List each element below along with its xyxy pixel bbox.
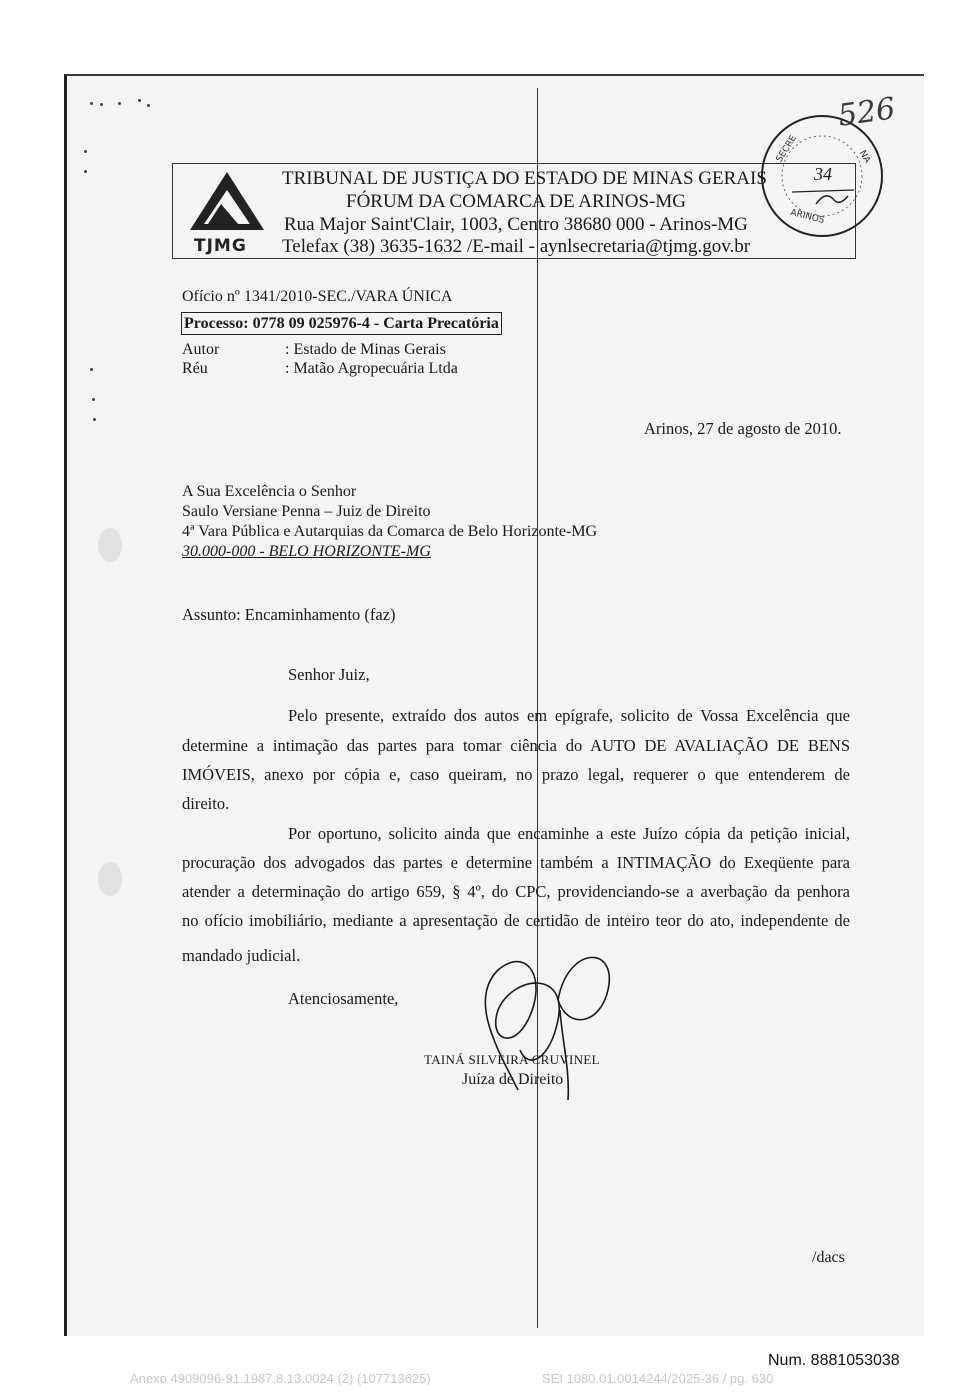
speck xyxy=(92,398,95,401)
paragraph-1-line-4: direito. xyxy=(182,794,230,813)
oficio-number: Ofício nº 1341/2010-SEC./VARA ÚNICA xyxy=(182,288,453,305)
processo-number: Processo: 0778 09 025976-4 - Carta Precatória xyxy=(181,312,502,335)
footer-sei-reference: SEI 1080.01.0014244/2025-36 / pg. 630 xyxy=(542,1371,774,1386)
speck xyxy=(138,99,141,102)
logo-text: TJMG xyxy=(194,236,247,256)
triangle-logo-icon xyxy=(188,170,266,232)
scanned-page xyxy=(64,74,924,1336)
signer-name: TAINÁ SILVEIRA CRUVINEL xyxy=(424,1052,600,1067)
recipient-line-1: A Sua Excelência o Senhor xyxy=(182,483,357,500)
stamp-text-right: NA xyxy=(856,148,872,166)
speck xyxy=(100,103,103,106)
party-defendant-value: : Matão Agropecuária Ltda xyxy=(285,360,458,377)
letterhead-line-4: Telefax (38) 3635-1632 /E-mail - aynlsecretaria@tjmg.gov.br xyxy=(282,236,751,257)
speck xyxy=(84,150,87,153)
subject-line: Assunto: Encaminhamento (faz) xyxy=(182,605,396,624)
punch-hole xyxy=(98,862,122,896)
footer-annex-reference: Anexo 4909096-91.1987.8.13.0024 (2) (107713625) xyxy=(130,1371,431,1386)
paragraph-2-line-3: atender a determinação do artigo 659, § 4º, do CPC, providenciando-se a averbação da penhora xyxy=(182,882,850,901)
paragraph-2-line-2: procuração dos advogados das partes e determine também a INTIMAÇÃO do Exeqüente para xyxy=(182,853,850,872)
speck xyxy=(84,170,87,173)
letterhead-line-1: TRIBUNAL DE JUSTIÇA DO ESTADO DE MINAS GERAIS xyxy=(282,168,767,189)
recipient-line-2: Saulo Versiane Penna – Juiz de Direito xyxy=(182,503,431,520)
page-number-handwritten: 526 xyxy=(835,91,898,134)
paragraph-2-line-5: mandado judicial. xyxy=(182,946,301,965)
speck xyxy=(90,368,93,371)
letterhead-line-3: Rua Major Saint'Clair, 1003, Centro 38680 000 - Arinos-MG xyxy=(284,214,748,235)
paragraph-2-line-1: Por oportuno, solicito ainda que encaminhe a este Juízo cópia da petição inicial, xyxy=(288,824,850,843)
party-author-value: : Estado de Minas Gerais xyxy=(285,341,446,358)
stamp-text-top: SECRE xyxy=(774,133,799,165)
letterhead-line-2: FÓRUM DA COMARCA DE ARINOS-MG xyxy=(346,191,686,212)
paragraph-2-line-4: no ofício imobiliário, mediante a apresentação de certidão de inteiro teor do ato, independente de xyxy=(182,911,850,930)
typist-initials: /dacs xyxy=(812,1249,845,1266)
salutation: Senhor Juiz, xyxy=(288,665,370,684)
speck xyxy=(118,102,121,105)
paragraph-1-line-2: determine a intimação das partes para tomar ciência do AUTO DE AVALIAÇÃO DE BENS xyxy=(182,736,850,755)
party-defendant-label: Réu xyxy=(182,360,208,377)
tjmg-logo xyxy=(188,170,266,256)
document-number: Num. 8881053038 xyxy=(768,1352,900,1369)
recipient-line-3: 4ª Vara Pública e Autarquias da Comarca de Belo Horizonte-MG xyxy=(182,523,598,540)
signer-title: Juíza de Direito xyxy=(462,1071,564,1088)
date-line: Arinos, 27 de agosto de 2010. xyxy=(644,419,842,438)
paragraph-1-line-1: Pelo presente, extraído dos autos em epígrafe, solicito de Vossa Excelência que xyxy=(288,706,850,725)
speck xyxy=(147,104,150,107)
recipient-line-4: 30.000-000 - BELO HORIZONTE-MG xyxy=(182,543,431,560)
punch-hole xyxy=(98,528,122,562)
speck xyxy=(90,102,93,105)
stamp-number: 34 xyxy=(814,164,832,184)
party-author-label: Autor xyxy=(182,341,220,358)
speck xyxy=(93,418,96,421)
paragraph-1-line-3: IMÓVEIS, anexo por cópia e, caso queiram, no prazo legal, requerer o que entenderem de xyxy=(182,765,850,784)
closing: Atenciosamente, xyxy=(288,989,399,1008)
secretaria-stamp xyxy=(758,112,886,240)
stamp-text-bottom: ARINOS xyxy=(789,207,826,227)
